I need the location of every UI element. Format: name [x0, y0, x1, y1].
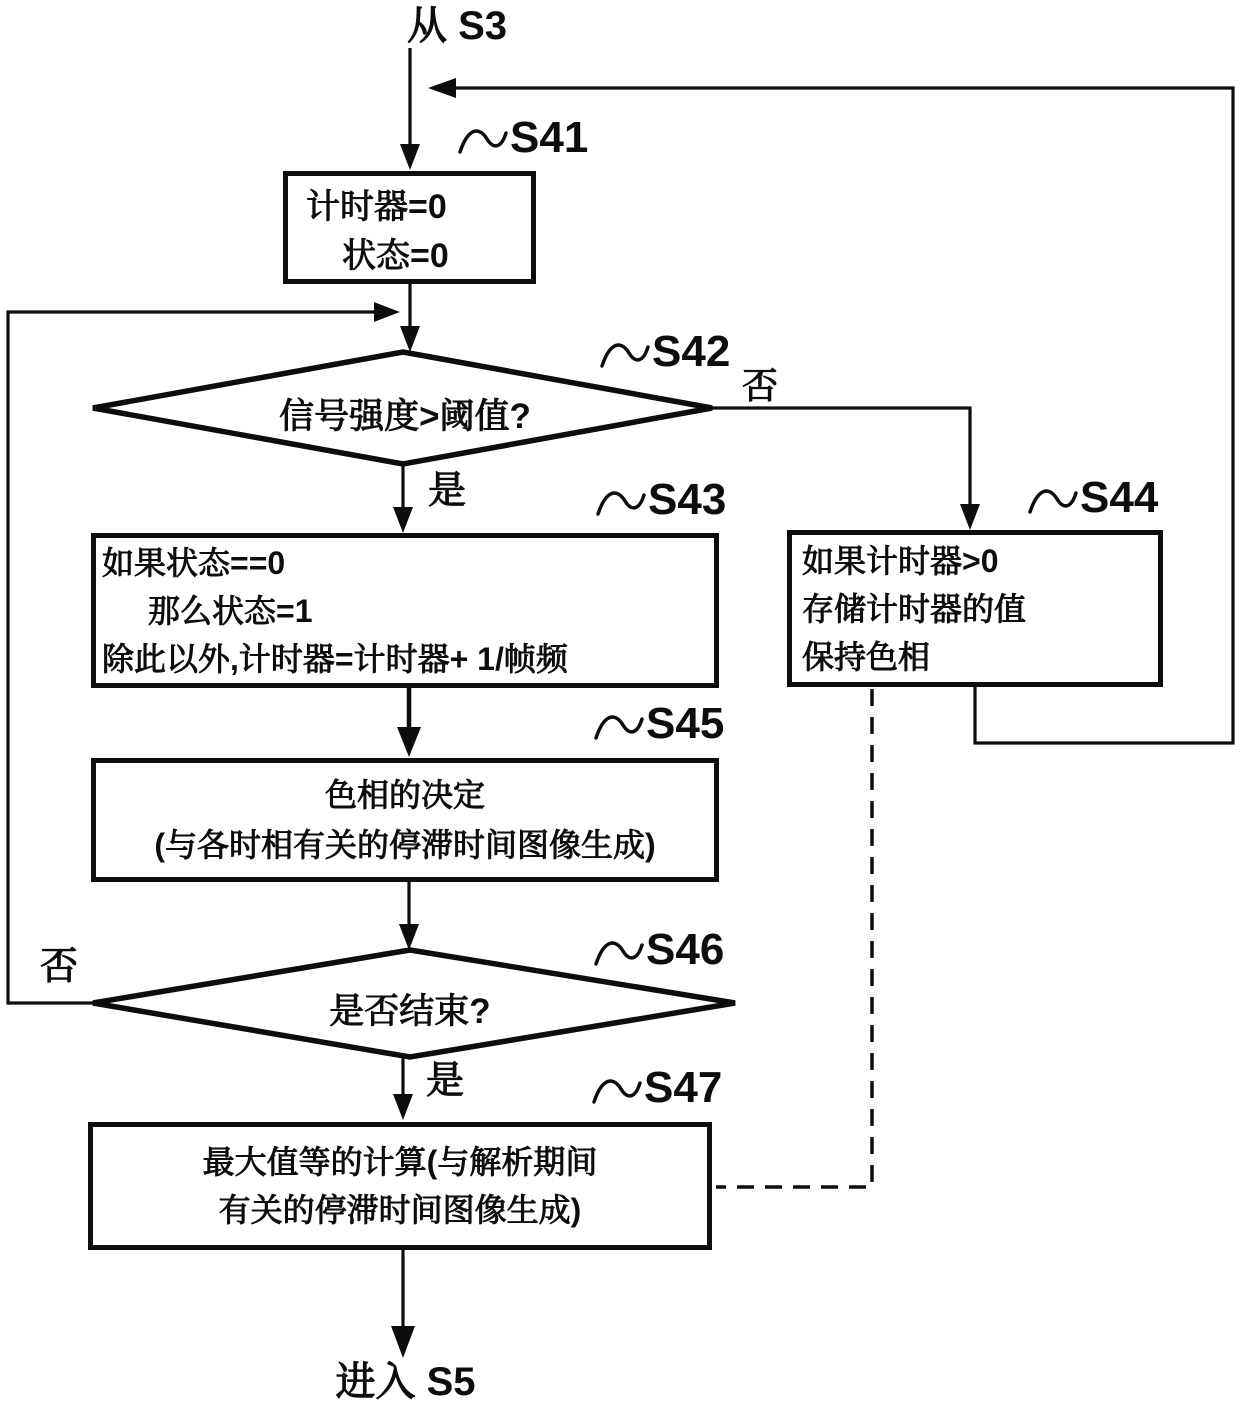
step-label-s47 [592, 1063, 723, 1112]
arrow-into-s47 [393, 1094, 413, 1120]
step-label-s45-text: S45 [646, 699, 725, 748]
arrow-into-s41 [400, 144, 420, 170]
step-label-s46 [594, 925, 725, 974]
step-label-s45 [594, 699, 725, 748]
step-label-s42 [600, 327, 731, 376]
squiggle-icon [592, 1074, 642, 1106]
decision-text-s42: 信号强度>阈值? [279, 397, 531, 436]
s47-line-2: 有关的停滞时间图像生成) [218, 1192, 582, 1228]
arrow-into-s44 [960, 504, 980, 530]
s45-line-1: 色相的决定 [324, 777, 485, 813]
s44-line-2: 存储计时器的值 [802, 590, 1027, 627]
step-label-s46-text: S46 [646, 925, 725, 974]
squiggle-icon [594, 936, 644, 968]
process-box-s45 [91, 758, 719, 882]
arrow-into-exit [391, 1326, 415, 1358]
s43-line-2: 那么状态=1 [148, 592, 313, 629]
step-label-s44 [1028, 473, 1159, 522]
step-label-s43-text: S43 [648, 475, 727, 524]
step-label-s47-text: S47 [644, 1063, 723, 1112]
squiggle-icon [596, 486, 646, 518]
s47-line-1: 最大值等的计算(与解析期间 [202, 1144, 598, 1180]
s41-line-2: 状态=0 [342, 236, 449, 275]
s45-line-2: (与各时相有关的停滞时间图像生成) [154, 827, 656, 863]
s43-line-1: 如果状态==0 [102, 544, 286, 581]
branch-no-s46: 否 [40, 946, 79, 988]
arrow-into-s45 [397, 727, 421, 757]
process-box-s44 [787, 530, 1163, 687]
branch-yes-s42: 是 [428, 470, 467, 512]
step-label-s42-text: S42 [652, 327, 731, 376]
step-label-s44-text: S44 [1080, 473, 1159, 522]
exit-terminal-label: 进入 S5 [335, 1360, 476, 1404]
s44-line-1: 如果计时器>0 [802, 542, 999, 579]
step-label-s41 [458, 113, 589, 162]
edge-s42-no-to-s44 [712, 408, 970, 524]
arrow-into-s46 [399, 924, 419, 950]
entry-terminal-label: 从 S3 [406, 4, 508, 48]
squiggle-icon [594, 710, 644, 742]
s43-line-3: 除此以外,计时器=计时器+ 1/帧频 [102, 640, 568, 677]
decision-text-s46: 是否结束? [329, 992, 491, 1031]
branch-yes-s46: 是 [426, 1060, 465, 1102]
branch-no-s42: 否 [742, 365, 779, 406]
step-label-s43 [596, 475, 727, 524]
arrow-feedback-into-main [374, 302, 400, 322]
arrow-into-s42 [400, 326, 420, 352]
process-box-s41 [283, 171, 536, 284]
process-box-s43 [91, 533, 719, 688]
s41-line-1: 计时器=0 [306, 187, 447, 226]
squiggle-icon [1028, 484, 1078, 516]
step-label-s41-text: S41 [510, 113, 589, 162]
s44-line-3: 保持色相 [802, 638, 931, 675]
arrow-loop-into-main [428, 78, 456, 98]
process-box-s47 [88, 1122, 712, 1250]
squiggle-icon [600, 338, 650, 370]
arrow-into-s43 [393, 507, 413, 533]
edge-s44-dashed-to-s47 [716, 689, 872, 1187]
squiggle-icon [458, 124, 508, 156]
